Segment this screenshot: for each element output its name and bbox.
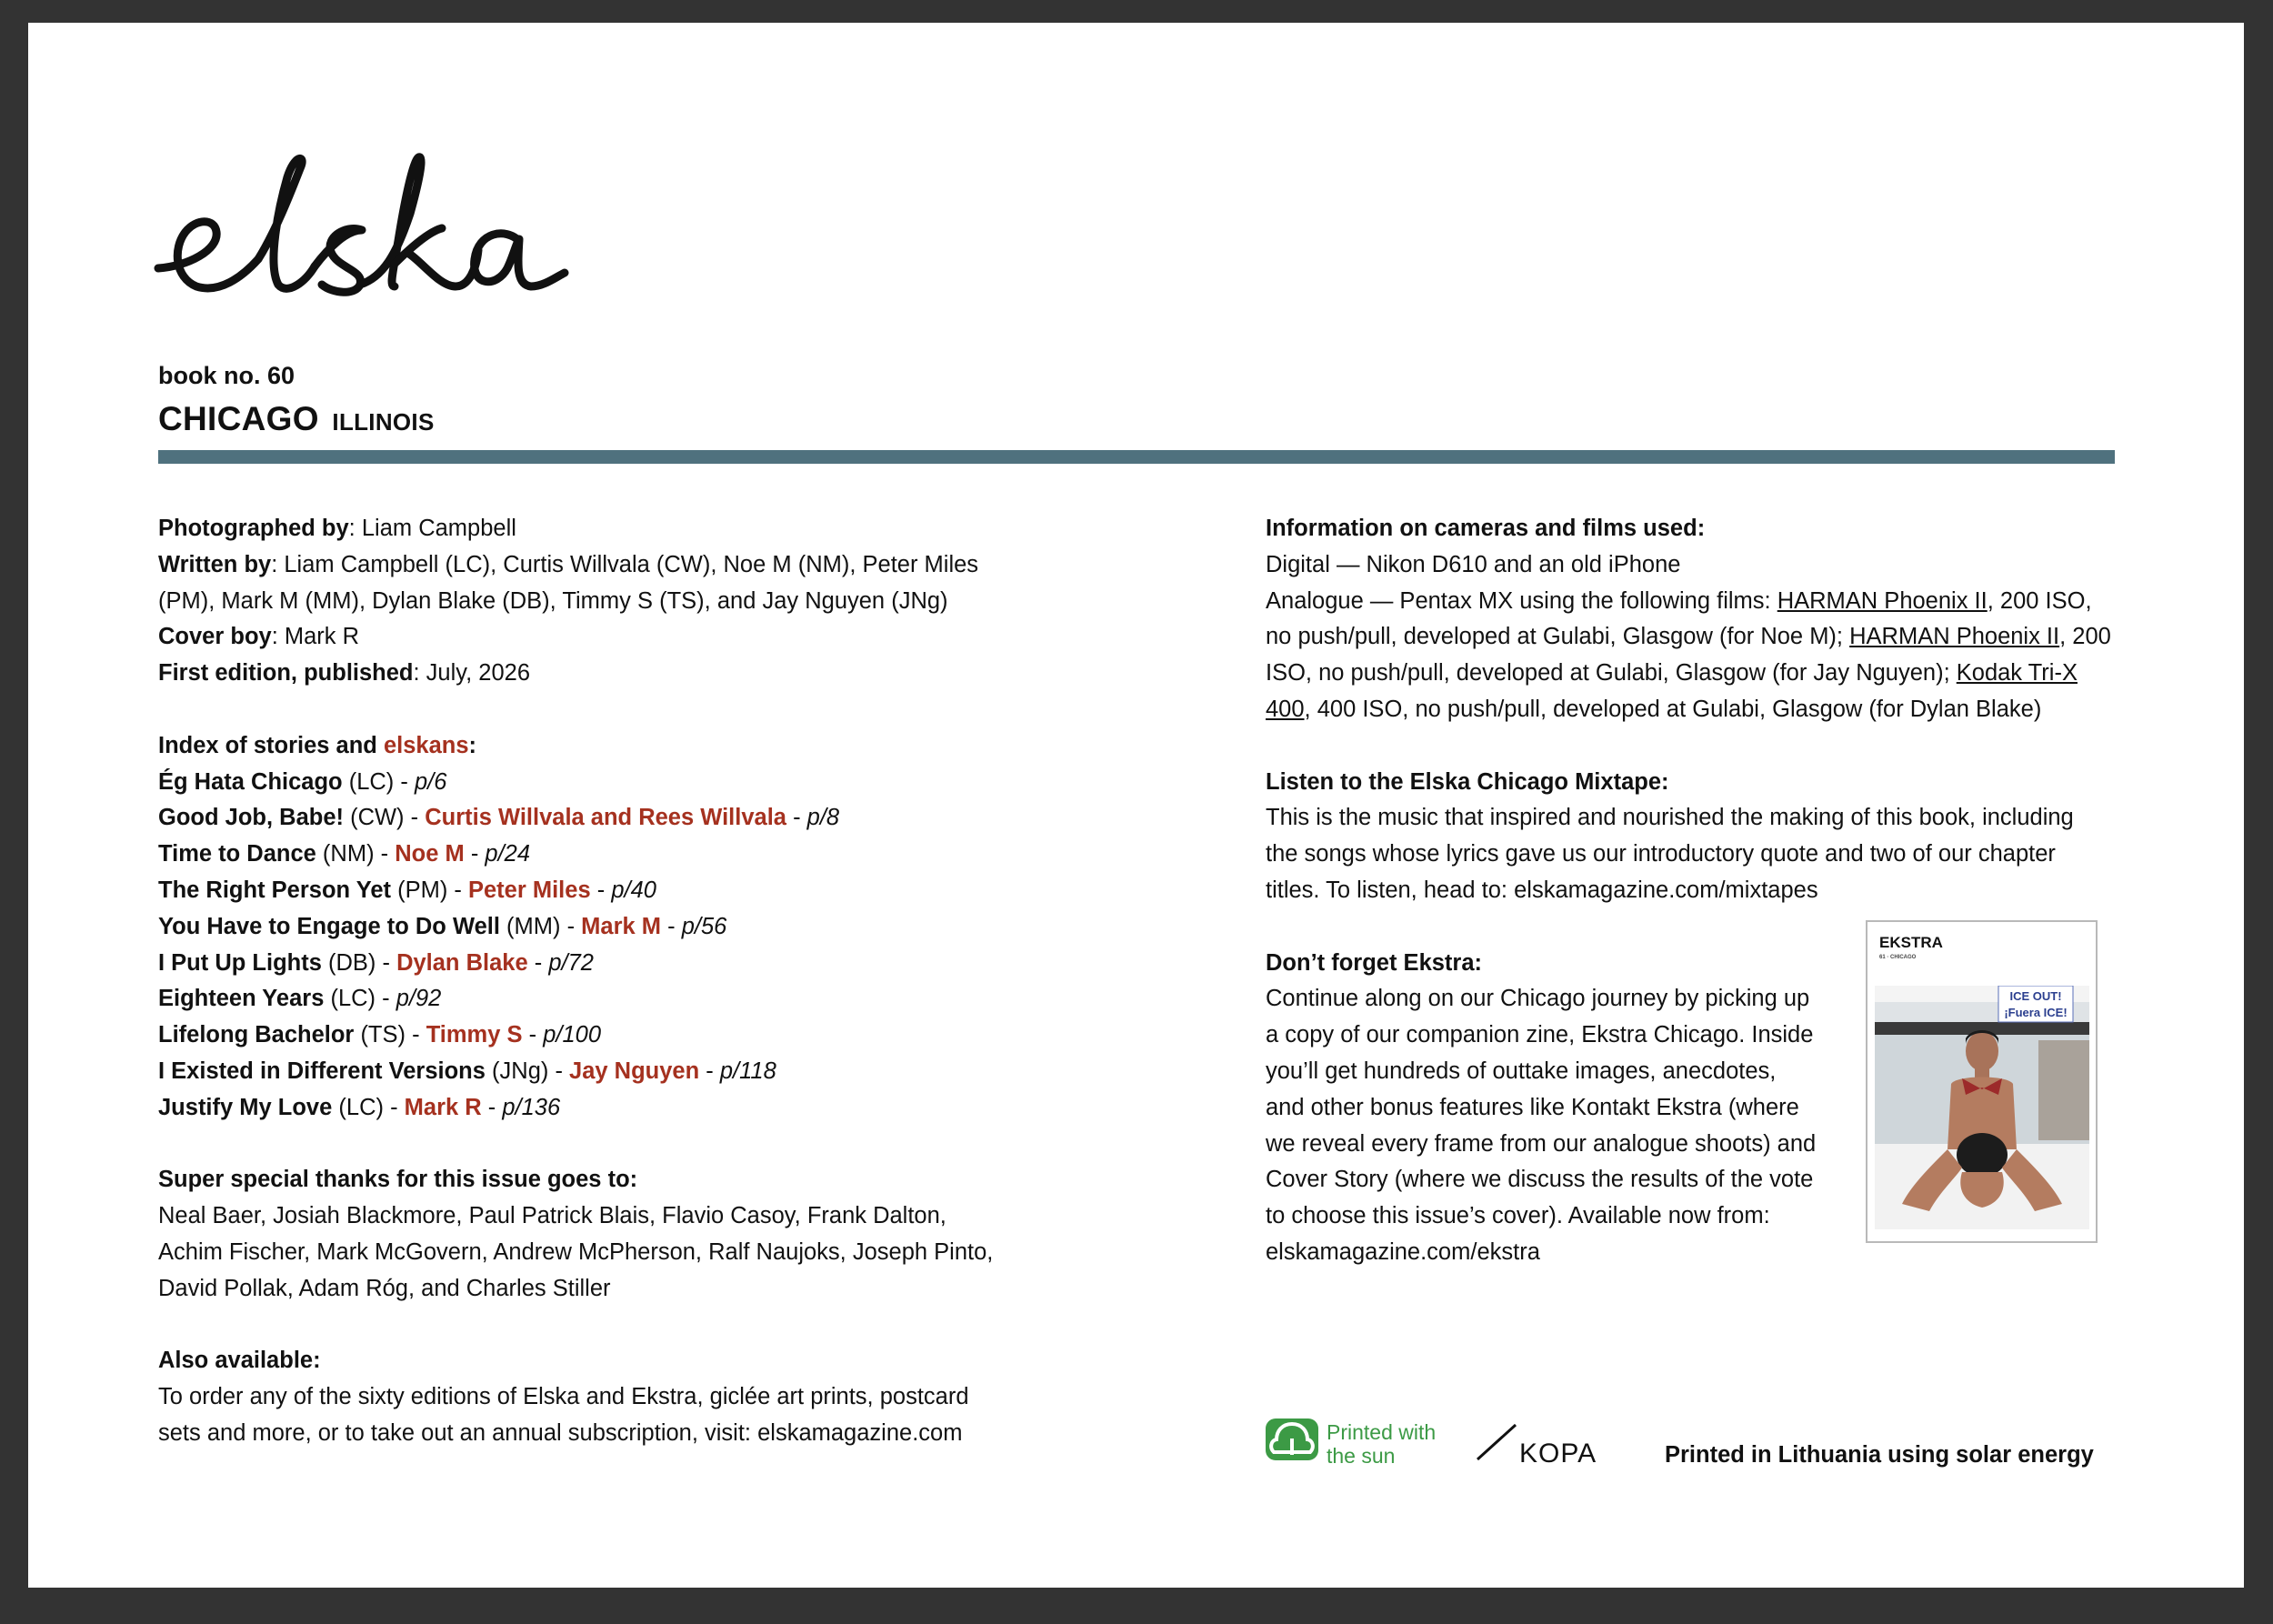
ekstra-line: you’ll get hundreds of outtake images, anecdotes, (1266, 1058, 1777, 1084)
ekstra-line: we reveal every frame from our analogue shoots) and (1266, 1130, 1817, 1157)
story-entry (158, 1018, 1031, 1054)
story-title: Good Job, Babe! (158, 805, 344, 831)
ekstra-heading: Don’t forget Ekstra: (1266, 949, 1483, 976)
analogue-text: ISO, no push/pull, developed at Gulabi, Glasgow (for Jay Nguyen); (1266, 660, 1957, 687)
credit-label: Written by (158, 551, 272, 577)
story-list (158, 765, 1031, 1127)
title-divider (158, 450, 2115, 464)
ekstra-line: elskamagazine.com/ekstra (1266, 1238, 1540, 1265)
story-separator: - (527, 949, 549, 976)
city-name: CHICAGO (158, 400, 319, 437)
story-entry (158, 1090, 1031, 1127)
available-line: sets and more, or to take out an annual subscription, visit: elskamagazine.com (158, 1419, 963, 1446)
story-separator: - (661, 913, 682, 939)
story-entry (158, 873, 1031, 909)
printed-with-the-sun-text (1327, 1420, 1481, 1468)
story-elskan: Timmy S (426, 1022, 523, 1048)
story-elskan: Mark M (581, 913, 662, 939)
index-heading-elskans: elskans (383, 732, 469, 758)
story-title: You Have to Engage to Do Well (158, 913, 500, 939)
story-separator: - (699, 1058, 720, 1084)
elska-logo (151, 141, 587, 300)
film-link[interactable]: HARMAN Phoenix II (1849, 624, 2060, 650)
sun-text-line: Printed with (1327, 1420, 1437, 1444)
story-page: p/136 (502, 1094, 561, 1120)
printed-with-the-sun-logo (1266, 1418, 1318, 1460)
ekstra-line: Cover Story (where we discuss the results of the vote (1266, 1167, 1814, 1193)
analogue-text: , 200 ISO, (1987, 587, 2092, 614)
story-page: p/72 (548, 949, 594, 976)
credit-label: Photographed by (158, 516, 349, 541)
book-number: book no. 60 (158, 362, 295, 389)
colophon-page (28, 23, 2244, 1588)
issue-title (158, 400, 435, 438)
story-elskan: Curtis Willvala and Rees Willvala (425, 805, 786, 831)
credit-writers (158, 547, 1031, 584)
story-code: (LC) - (332, 1094, 405, 1120)
cameras-digital: Digital — Nikon D610 and an old iPhone (1266, 551, 1681, 577)
mixtape-line: the songs whose lyrics gave us our introductory quote and two of our chapter (1266, 841, 2056, 867)
thanks-line: David Pollak, Adam Róg, and Charles Stiller (158, 1275, 611, 1301)
story-entry (158, 800, 1031, 837)
film-link[interactable]: 400 (1266, 696, 1305, 722)
story-page: p/92 (396, 986, 442, 1012)
available-heading: Also available: (158, 1348, 321, 1374)
story-code: (CW) - (344, 805, 426, 831)
story-title: Justify My Love (158, 1094, 333, 1120)
cover-sign-text-1: ICE OUT! (2009, 989, 2062, 1003)
story-title: I Put Up Lights (158, 949, 322, 976)
story-title: Ég Hata Chicago (158, 768, 343, 795)
story-page: p/100 (543, 1022, 601, 1048)
story-elskan: Jay Nguyen (569, 1058, 700, 1084)
cameras-analogue-line (1266, 692, 2157, 728)
story-page: p/118 (719, 1058, 776, 1084)
story-separator: - (464, 841, 486, 867)
story-page: p/56 (681, 913, 727, 939)
credit-value: : Liam Campbell (348, 516, 516, 541)
story-code: (LC) - (324, 986, 396, 1012)
story-title: The Right Person Yet (158, 877, 391, 903)
mixtape-line: This is the music that inspired and nourished the making of this book, including (1266, 805, 2074, 831)
cover-sign-text-2: ¡Fuera ICE! (2004, 1006, 2068, 1019)
story-elskan: Noe M (395, 841, 465, 867)
analogue-text: Analogue — Pentax MX using the following films: (1266, 587, 1777, 614)
story-page: p/6 (414, 768, 447, 795)
story-title: Lifelong Bachelor (158, 1022, 355, 1048)
story-separator: - (590, 877, 612, 903)
sun-text-line: the sun (1327, 1444, 1396, 1468)
credit-cover (158, 619, 1031, 656)
story-code: (DB) - (321, 949, 397, 976)
ekstra-description (1266, 981, 1847, 1270)
slash-divider (1474, 1423, 1519, 1461)
ekstra-cover-image (1866, 920, 2098, 1243)
cameras-analogue-line (1266, 584, 2157, 620)
thanks-line: Achim Fischer, Mark McGovern, Andrew McPherson, Ralf Naujoks, Joseph Pinto, (158, 1238, 994, 1265)
story-entry (158, 765, 1031, 801)
story-page: p/40 (611, 877, 656, 903)
index-heading-text: Index of stories and (158, 732, 384, 758)
story-separator: - (481, 1094, 503, 1120)
story-code: (LC) - (342, 768, 415, 795)
story-code: (NM) - (315, 841, 396, 867)
story-code: (JNg) - (485, 1058, 570, 1084)
story-elskan: Peter Miles (467, 877, 591, 903)
story-elskan: Mark R (404, 1094, 482, 1120)
film-link[interactable]: HARMAN Phoenix II (1777, 587, 1988, 614)
thanks-line: Neal Baer, Josiah Blackmore, Paul Patrick Blais, Flavio Casoy, Frank Dalton, (158, 1203, 946, 1229)
printed-in-lithuania: Printed in Lithuania using solar energy (1665, 1442, 2094, 1468)
story-entry (158, 1054, 1031, 1090)
story-page: p/24 (485, 841, 531, 867)
credit-label: Cover boy (158, 624, 272, 650)
cover-photo (1875, 986, 2089, 1229)
film-link[interactable]: Kodak Tri-X (1956, 660, 2078, 687)
story-elskan: Dylan Blake (396, 949, 528, 976)
story-title: I Existed in Different Versions (158, 1058, 486, 1084)
credit-value: : July, 2026 (413, 660, 531, 687)
credit-label: First edition, published (158, 660, 414, 687)
story-entry (158, 837, 1031, 873)
cover-subtitle: 61 · CHICAGO (1879, 955, 1917, 960)
story-code: (MM) - (499, 913, 582, 939)
story-separator: - (786, 805, 807, 831)
story-page: p/8 (806, 805, 840, 831)
story-title: Eighteen Years (158, 986, 325, 1012)
cameras-analogue-line (1266, 656, 2157, 692)
mixtape-line: titles. To listen, head to: elskamagazine.com/mixtapes (1266, 877, 1818, 903)
mixtape-heading: Listen to the Elska Chicago Mixtape: (1266, 768, 1669, 795)
left-column (158, 511, 1031, 1452)
analogue-text: , 200 (2059, 624, 2111, 650)
index-heading (158, 728, 1031, 765)
thanks-heading: Super special thanks for this issue goes to: (158, 1167, 638, 1193)
index-heading-colon: : (468, 732, 477, 758)
story-entry (158, 946, 1031, 982)
cameras-analogue-line (1266, 619, 2157, 656)
credit-value: : Liam Campbell (LC), Curtis Willvala (CW), Noe M (NM), Peter Miles (271, 551, 979, 577)
ekstra-line: Continue along on our Chicago journey by picking up (1266, 986, 1810, 1012)
credit-photographer (158, 511, 1031, 547)
story-code: (PM) - (391, 877, 468, 903)
cover-title: EKSTRA (1879, 934, 1943, 951)
state-name: ILLINOIS (332, 408, 435, 436)
credit-edition (158, 656, 1031, 692)
cameras-heading: Information on cameras and films used: (1266, 516, 1706, 541)
story-code: (TS) - (354, 1022, 426, 1048)
story-entry (158, 981, 1031, 1018)
available-line: To order any of the sixty editions of Elska and Ekstra, giclée art prints, postcard (158, 1384, 969, 1410)
analogue-text: no push/pull, developed at Gulabi, Glasgow (for Noe M); (1266, 624, 1850, 650)
story-title: Time to Dance (158, 841, 316, 867)
ekstra-line: to choose this issue’s cover). Available now from: (1266, 1203, 1770, 1229)
analogue-text: , 400 ISO, no push/pull, developed at Gulabi, Glasgow (for Dylan Blake) (1304, 696, 2042, 722)
credit-writers-cont: (PM), Mark M (MM), Dylan Blake (DB), Timmy S (TS), and Jay Nguyen (JNg) (158, 587, 948, 614)
story-entry (158, 909, 1031, 946)
kopa-logo: KOPA (1519, 1439, 1597, 1469)
story-separator: - (522, 1022, 544, 1048)
credit-value: : Mark R (271, 624, 360, 650)
ekstra-line: a copy of our companion zine, Ekstra Chicago. Inside (1266, 1022, 1814, 1048)
ekstra-line: and other bonus features like Kontakt Ekstra (where (1266, 1094, 1799, 1120)
